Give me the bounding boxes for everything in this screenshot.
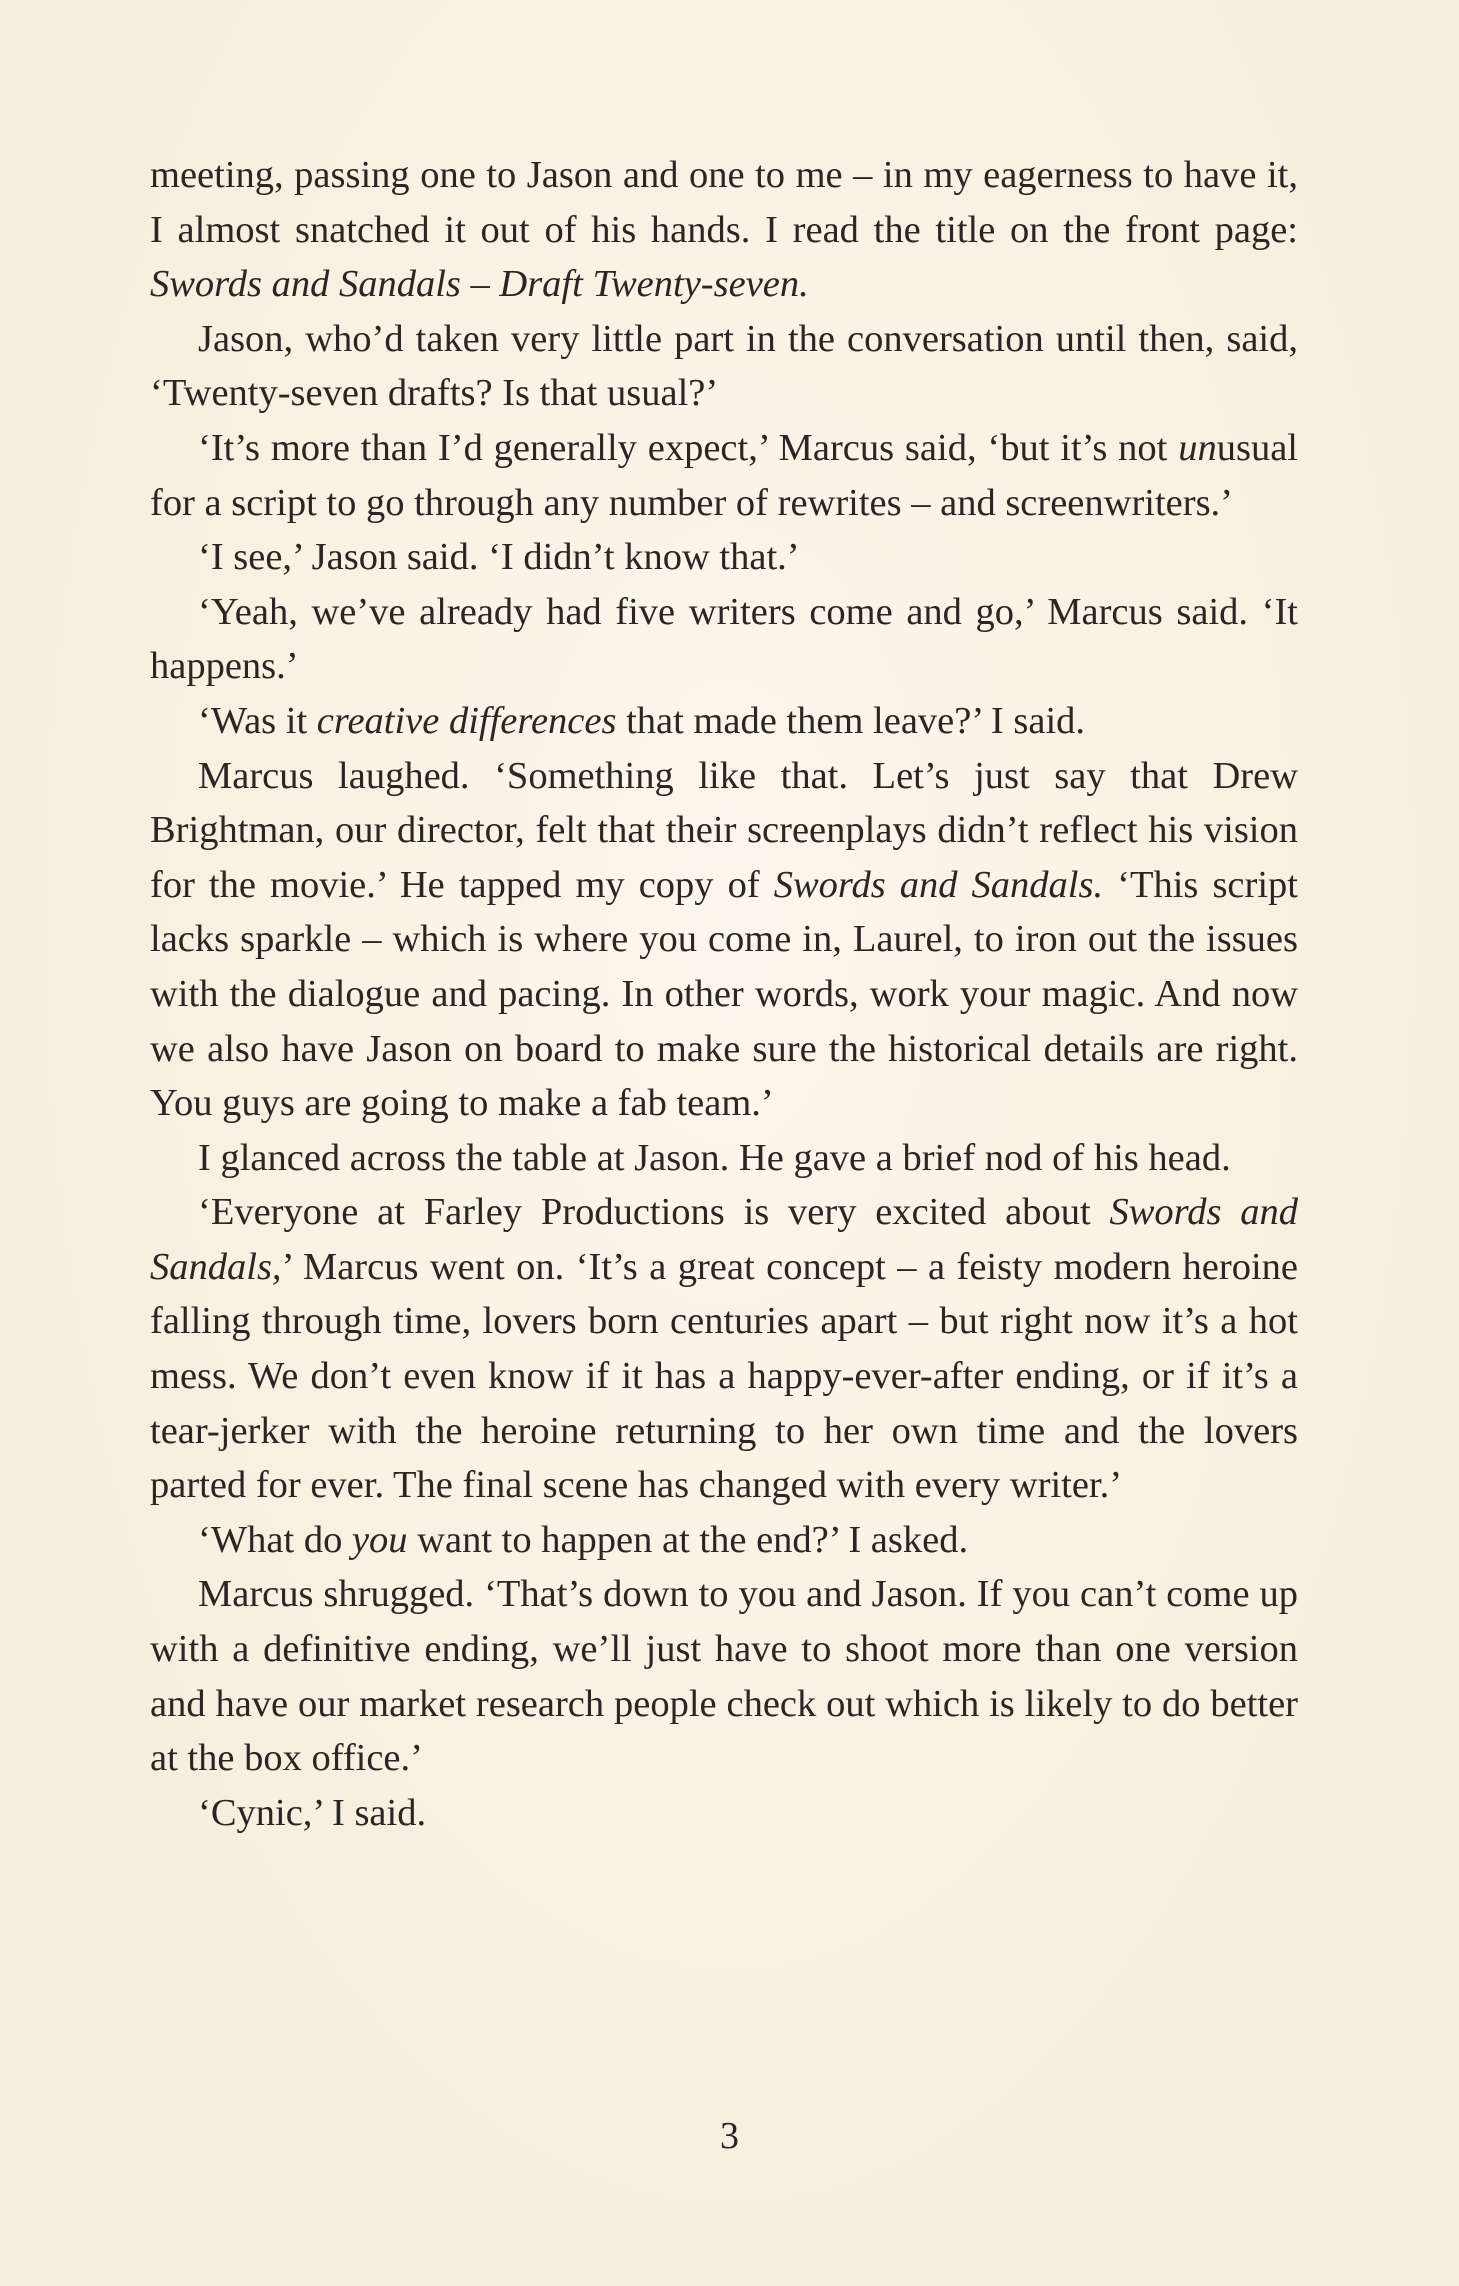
paragraph	[150, 1131, 1298, 1186]
paragraph-text: ‘I see,’ Jason said. ‘I didn’t know that.’	[198, 536, 800, 579]
paragraph-text: ‘Was it	[198, 699, 317, 742]
paragraph-text: ‘What do	[198, 1518, 352, 1561]
paragraph-text: Jason, who’d taken very little part in the conversation until then, said, ‘Twenty-seven drafts? Is that usual?’	[150, 317, 1298, 415]
paragraph-text: ‘Yeah, we’ve already had five writers come and go,’ Marcus said. ‘It happens.’	[150, 590, 1298, 688]
paragraph-text: Marcus shrugged. ‘That’s down to you and Jason. If you can’t come up with a definitive ending, we’ll just have to shoot more than one version and have our market research people check out which is likely to do better at the box office.’	[150, 1573, 1298, 1780]
paragraph-text: ’ Marcus went on. ‘It’s a great concept – a feisty modern heroine falling through time, lovers born centuries apart – but right now it’s a hot mess. We don’t even know if it has a happy-ever-after ending, or if it’s a tear-jerker with the heroine returning to her own time and the lovers parted for ever. The final scene has changed with every writer.’	[150, 1245, 1298, 1507]
paragraph-text: Marcus laughed. ‘Something like that. Let’s just say that Drew Brightman, our director, felt that their screenplays didn’t reflect his vision for the movie.’ He tapped my copy of	[150, 754, 1298, 906]
italic-text: creative differences	[316, 699, 617, 742]
paragraph	[150, 694, 1298, 749]
italic-text: un	[1178, 426, 1217, 469]
paragraph	[150, 1513, 1298, 1568]
italic-text: you	[351, 1518, 408, 1561]
body-text	[150, 148, 1298, 1840]
paragraph-text: that made them leave?’ I said.	[616, 699, 1086, 742]
paragraph	[150, 585, 1298, 694]
paragraph-text: meeting, passing one to Jason and one to me – in my eagerness to have it, I almost snatched it out of his hands. I read the title on the front page:	[150, 154, 1298, 251]
paragraph-text: ‘It’s more than I’d generally expect,’ Marcus said, ‘but it’s not	[198, 426, 1179, 469]
italic-text: Swords and Sandals – Draft Twenty-seven.	[150, 263, 809, 306]
paragraph-text: ‘This script lacks sparkle – which is where you come in, Laurel, to iron out the issues with the dialogue and pacing. In other words, work your magic. And now we also have Jason on board to make sure the historical details are right. You guys are going to make a fab team.’	[150, 863, 1298, 1125]
paragraph-text: usual for a script to go through any number of rewrites – and screenwriters.’	[150, 426, 1298, 524]
italic-text: Swords and Sandals,	[150, 1191, 1299, 1288]
paragraph	[150, 1786, 1298, 1841]
paragraph-text: want to happen at the end?’ I asked.	[407, 1518, 969, 1561]
paragraph-text: ‘Everyone at Farley Productions is very excited about	[198, 1191, 1110, 1234]
italic-text: Swords and Sandals.	[773, 863, 1104, 906]
paragraph	[150, 312, 1298, 421]
paragraph	[150, 421, 1298, 530]
paragraph	[150, 1185, 1298, 1513]
paragraph	[150, 148, 1298, 312]
paragraph-text: ‘Cynic,’ I said.	[198, 1791, 427, 1834]
page-number: 3	[720, 2115, 739, 2157]
paragraph	[150, 1567, 1298, 1785]
paragraph	[150, 530, 1298, 585]
paragraph	[150, 749, 1298, 1131]
paragraph-text: I glanced across the table at Jason. He gave a brief nod of his head.	[198, 1136, 1231, 1179]
